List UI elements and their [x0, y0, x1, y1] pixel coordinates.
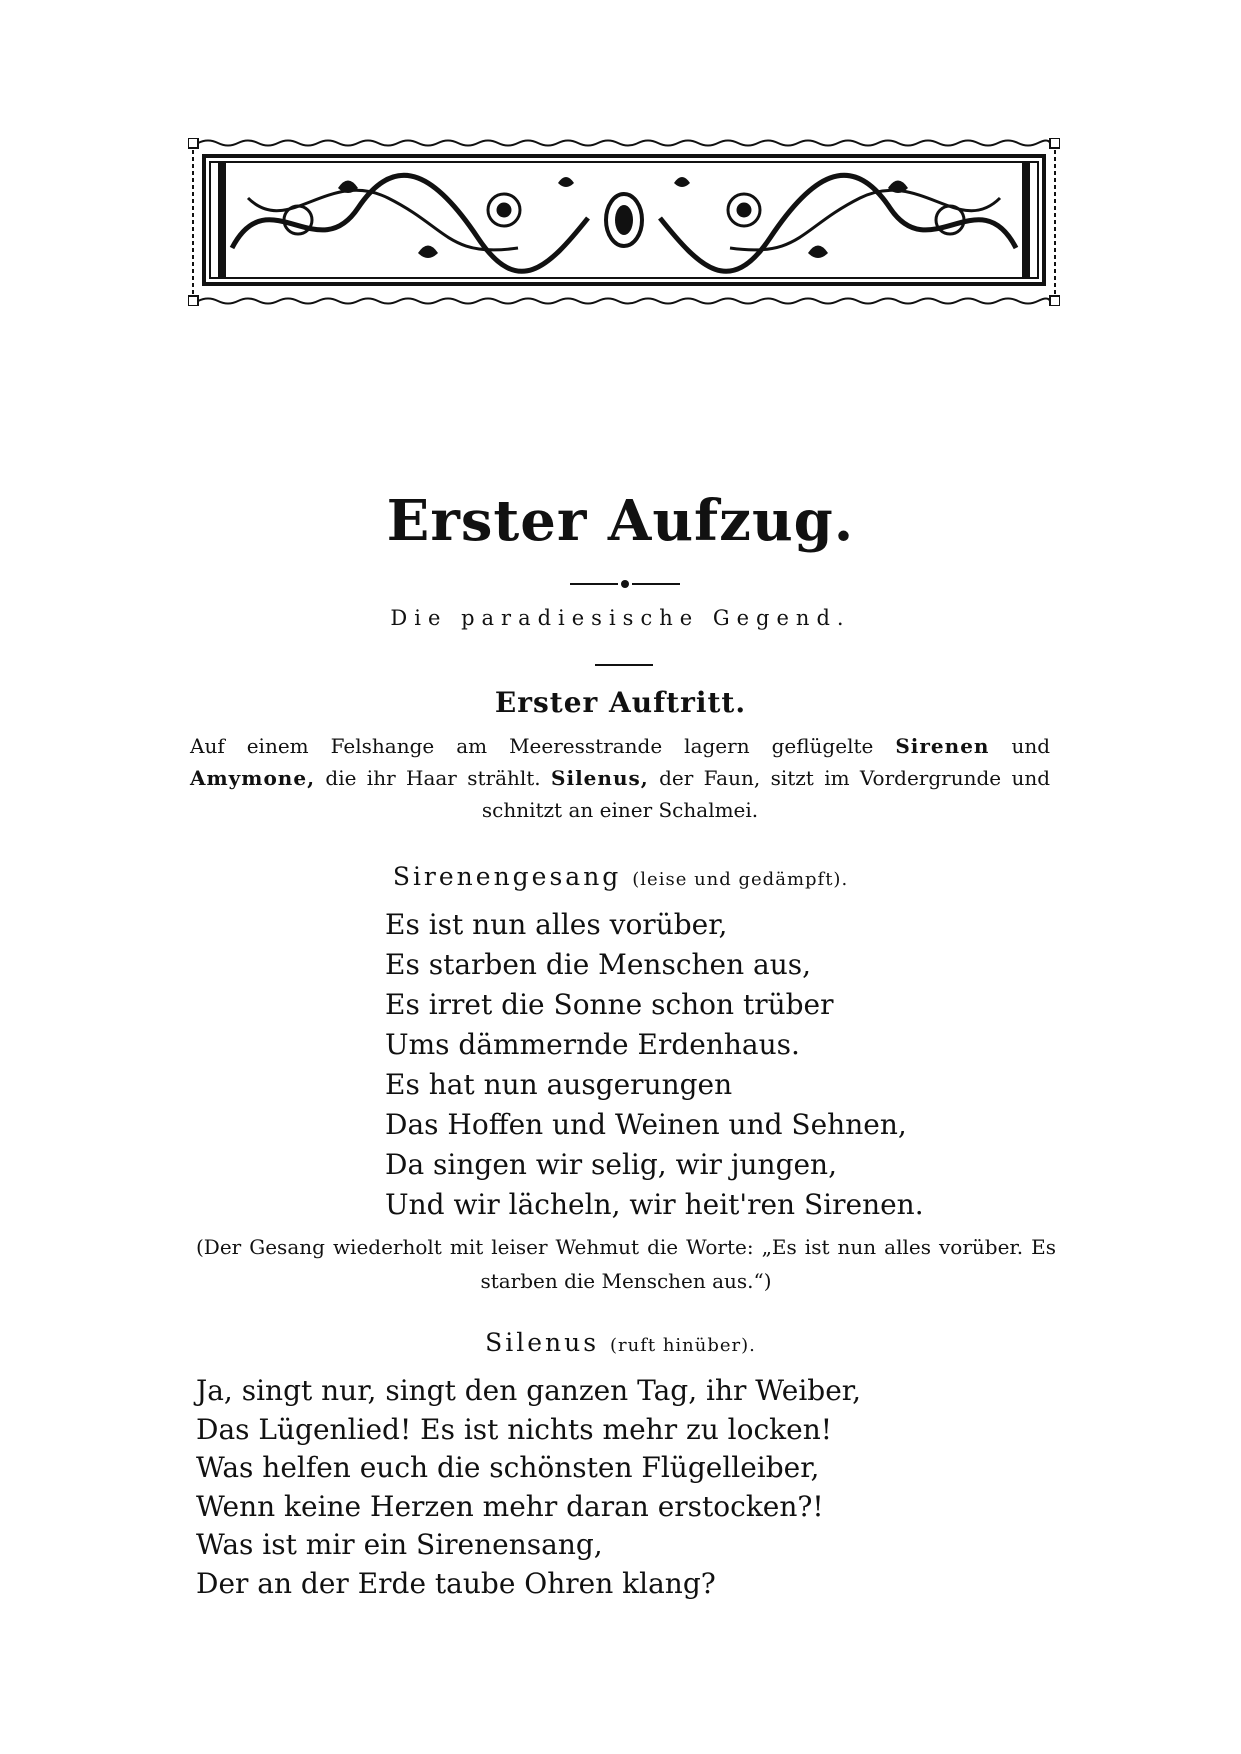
- speaker-name: Silenus: [485, 1328, 600, 1357]
- verse-line: Da singen wir selig, wir jungen,: [385, 1148, 837, 1181]
- setting-line: Die paradiesische Gegend.: [390, 606, 851, 630]
- title-divider: [570, 578, 680, 590]
- scene-title: Erster Auftritt.: [494, 686, 747, 719]
- speaker-direction: (ruft hinüber).: [610, 1335, 756, 1356]
- stage-text: der Faun, sitzt im Vordergrunde und schnitzt an einer Schalmei.: [481, 766, 1051, 822]
- verse-line: Wenn keine Herzen mehr daran erstocken?!: [196, 1489, 824, 1523]
- verse-line: Der an der Erde taube Ohren klang?: [196, 1566, 716, 1600]
- ornament-header: [188, 138, 1060, 306]
- character-name: Silenus,: [551, 766, 649, 790]
- act-title: Erster Aufzug.: [386, 488, 855, 554]
- stage-direction: [190, 730, 1050, 826]
- speaker-name: Sirenengesang: [392, 862, 622, 891]
- character-name: Sirenen: [895, 734, 990, 758]
- stage-text: die ihr Haar strählt.: [325, 766, 541, 790]
- verse-line: Es starben die Menschen aus,: [385, 948, 812, 981]
- verse-block: [196, 1372, 861, 1603]
- verse-line: Was helfen euch die schönsten Flügelleiber,: [196, 1451, 820, 1484]
- verse-line: Ja, singt nur, singt den ganzen Tag, ihr Weiber,: [196, 1374, 862, 1407]
- verse-line: Was ist mir ein Sirenensang,: [196, 1528, 603, 1561]
- verse-line: Ums dämmernde Erdenhaus.: [385, 1028, 800, 1061]
- setting-divider: [595, 664, 653, 666]
- verse-line: Es ist nun alles vorüber,: [385, 908, 728, 941]
- stage-text: und: [1011, 734, 1051, 758]
- speaker-heading: [0, 1328, 1241, 1357]
- verse-line: Und wir lächeln, wir heit'ren Sirenen.: [385, 1188, 924, 1221]
- speaker-direction: (leise und gedämpft).: [632, 869, 849, 890]
- verse-line: Das Hoffen und Weinen und Sehnen,: [385, 1108, 907, 1141]
- verse-line: Es hat nun ausgerungen: [385, 1068, 733, 1101]
- speaker-heading: [0, 862, 1241, 891]
- verse-block: [385, 905, 924, 1225]
- stage-text: Auf einem Felshange am Meeresstrande lagern geflügelte: [190, 734, 874, 758]
- stage-direction-repeat: (Der Gesang wiederholt mit leiser Wehmut die Worte: „Es ist nun alles vorüber. Es starben die Menschen aus.“): [196, 1235, 1056, 1293]
- verse-line: Das Lügenlied! Es ist nichts mehr zu locken!: [196, 1412, 832, 1446]
- character-name: Amymone,: [190, 766, 316, 790]
- verse-line: Es irret die Sonne schon trüber: [385, 988, 834, 1021]
